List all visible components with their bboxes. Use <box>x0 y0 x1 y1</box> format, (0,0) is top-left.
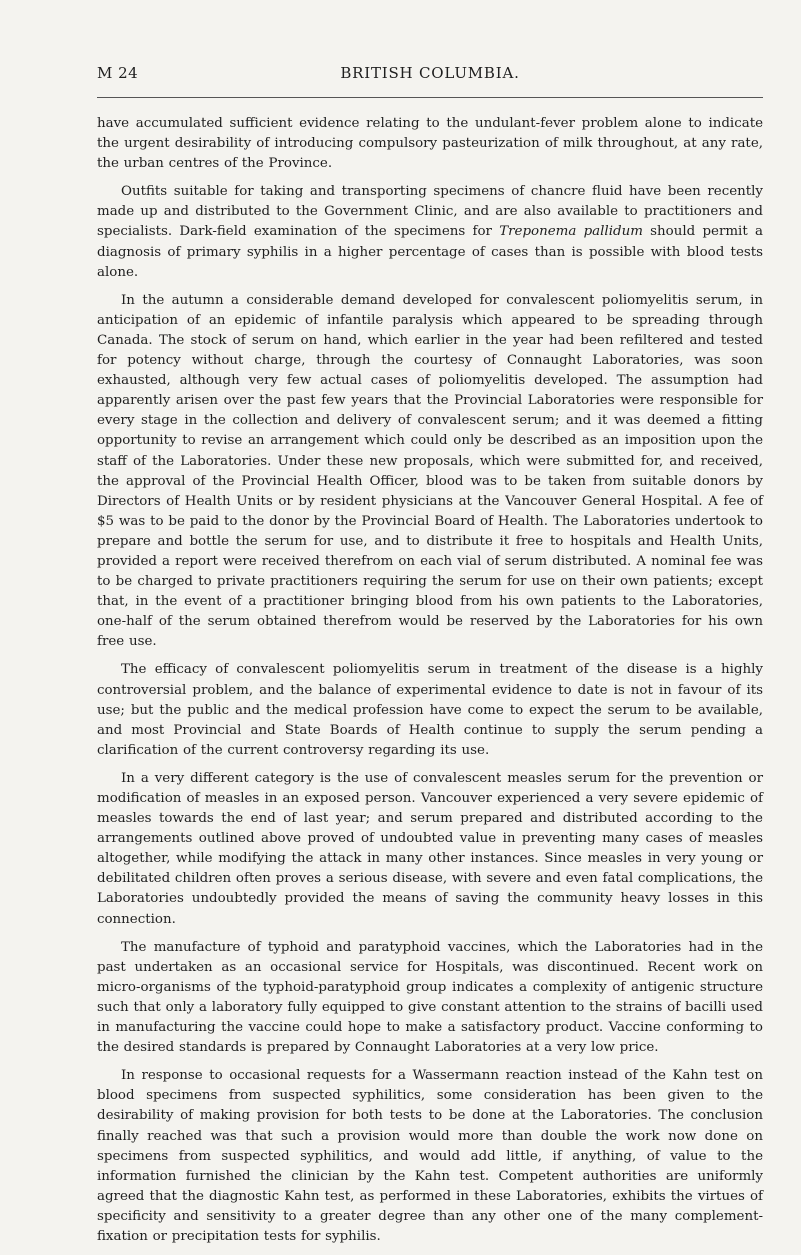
paragraph-7: In response to occasional requests for a Wassermann reaction instead of the Kahn test on blood specimens from suspected syphilitics, some consideration has been given to the desirability of making provision for both tests to be done at the Laboratories. The conclusion finally reached was that such a provision would more than double the work now done on specimens from suspected syphilitics, and would add little, if anything, of value to the information furnished the clinician by the Kahn test. Competent authorities are uniformly agreed that the diagnostic Kahn test, as performed in these Laboratories, exhibits the virtues of specificity and sensitivity to a greater degree than any other one of the many complement-fixation or precipitation tests for syphilis. <box>97 1068 763 1244</box>
paragraph-2-start: Outfits suitable for taking and transporting specimens of chancre fluid have been recently made up and distributed to the Government Clinic, and are also available to practitioners and specialists. Dark-field examination of the specimens for <box>97 184 763 240</box>
header-rule <box>97 97 763 98</box>
paragraph-2 <box>97 182 763 282</box>
paragraph-3: In the autumn a considerable demand developed for convalescent poliomyelitis serum, in anticipation of an epidemic of infantile paralysis which appeared to be spreading through Canada. The stock of serum on hand, which earlier in the year had been refiltered and tested for potency without charge, through the courtesy of Connaught Laboratories, was soon exhausted, although very few actual cases of poliomyelitis developed. The assumption had apparently arisen over the past few years that the Provincial Laboratories were responsible for every stage in the collection and delivery of convalescent serum; and it was deemed a fitting opportunity to revise an arrangement which could only be described as an imposition upon the staff of the Laboratories. Under these new proposals, which were submitted for, and received, the approval of the Provincial Health Officer, blood was to be taken from suitable donors by Directors of Health Units or by resident physicians at the Vancouver General Hospital. A fee of $5 was to be paid to the donor by the Provincial Board of Health. The Laboratories undertook to prepare and bottle the serum for use, and to distribute it free to hospitals and Health Units, provided a report were received therefrom on each vial of serum distributed. A nominal fee was to be charged to private practitioners requiring the serum for use on their own patients; except that, in the event of a practitioner bringing blood from his own patients to the Laboratories, one-half of the serum obtained therefrom would be reserved by the Laboratories for his own free use. <box>97 292 763 650</box>
paragraph-6: The manufacture of typhoid and paratyphoid vaccines, which the Laboratories had in the past undertaken as an occasional service for Hospitals, was discontinued. Recent work on micro-organisms of the typhoid-paratyphoid group indicates a complexity of antigenic structure such that only a laboratory fully equipped to give constant attention to the strains of bacilli used in manufacturing the vaccine could hope to make a satisfactory product. Vaccine conforming to the desired standards is prepared by Connaught Laboratories at a very low price. <box>97 939 763 1056</box>
page-number: M 24 <box>97 64 139 82</box>
species-name: Treponema pallidum <box>499 224 643 240</box>
body-text <box>97 114 763 1255</box>
paragraph-2-end: should permit a diagnosis of primary syphilis in a higher percentage of cases than is possible with blood tests alone. <box>97 224 763 280</box>
running-title: BRITISH COLUMBIA. <box>340 64 520 82</box>
paragraph-5: In a very different category is the use of convalescent measles serum for the prevention or modification of measles in an exposed person. Vancouver experienced a very severe epidemic of measles towards the end of last year; and serum prepared and distributed according to the arrangements outlined above proved of undoubted value in preventing many cases of measles altogether, while modifying the attack in many other instances. Since measles in very young or debilitated children often proves a serious disease, with severe and even fatal complications, the Laboratories undoubtedly provided the means of saving the community heavy losses in this connection. <box>97 770 763 927</box>
page-header <box>97 64 763 86</box>
paragraph-4: The efficacy of convalescent poliomyelitis serum in treatment of the disease is a highly controversial problem, and the balance of experimental evidence to date is not in favour of its use; but the public and the medical profession have come to expect the serum to be available, and most Provincial and State Boards of Health continue to supply the serum pending a clarification of the current controversy regarding its use. <box>97 662 763 758</box>
paragraph-1: have accumulated sufficient evidence relating to the undulant-fever problem alone to indicate the urgent desirability of introducing compulsory pasteurization of milk throughout, at any rate, the urban centres of the Province. <box>97 116 763 172</box>
